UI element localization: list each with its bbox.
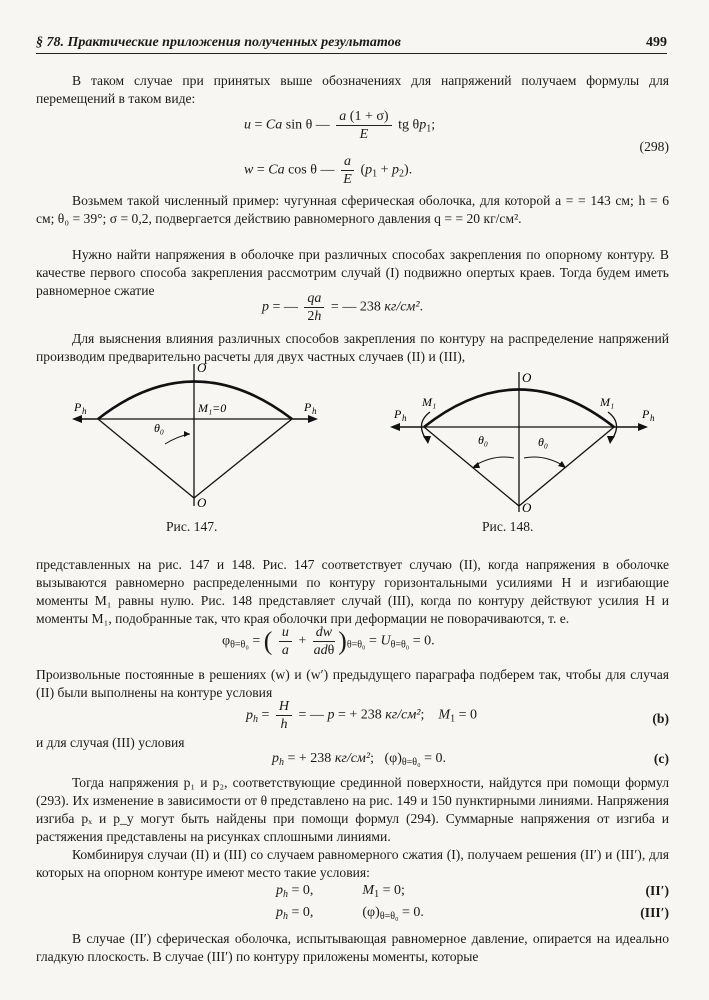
label-Ph-right-148: P bbox=[642, 407, 650, 421]
right-radius-148 bbox=[519, 427, 614, 506]
paragraph-1: В таком случае при принятых выше обозначениях для напряжений получаем формулы для перемещений в таком виде: bbox=[36, 73, 669, 106]
paragraph-6: Произвольные постоянные в решениях (w) и (w′) предыдущего параграфа подберем так, чтобы для случая (II) были выполнены на контуре условия bbox=[36, 667, 669, 700]
left-radius-148 bbox=[424, 427, 519, 506]
theta-arc-right-148 bbox=[524, 457, 564, 466]
paragraph-9: Комбинируя случаи (II) и (III) со случаем равномерного сжатия (I), получаем решения (II′) и (III′), для которых на опорном контуре имеют место такие условия: bbox=[36, 847, 669, 880]
label-O-bottom-147: O bbox=[197, 495, 207, 510]
theta-arrow-right-148 bbox=[558, 461, 566, 468]
page-number: 499 bbox=[646, 35, 667, 50]
equation-b: $p_h$ = $\frac{H}{h}$ = — p = + 238 кг/см²; $M_1 = 0$ bbox=[246, 699, 477, 732]
label-Ph-left-148: P bbox=[394, 407, 402, 421]
label-Ph-sub-left-147: h bbox=[82, 406, 87, 416]
running-header bbox=[36, 34, 667, 56]
label-M1-zero: M₁=0 bbox=[198, 401, 227, 415]
equation-phi: $\varphi_{\theta=\theta_0}$ = ( $\frac{u}{a}$ + $\frac{dw}{\text{adθ}}$ )$_{\theta=\theta_0} = U_{\theta=\theta_0} = 0$. bbox=[222, 625, 435, 658]
caption-147: Рис. 147. bbox=[166, 519, 218, 534]
label-O-bottom-148: O bbox=[522, 500, 532, 515]
left-radius-147 bbox=[98, 419, 194, 498]
label-Ph-left-147: P bbox=[74, 400, 82, 414]
moment-arrow-right-148 bbox=[607, 436, 615, 444]
ph-value-c: + 238 bbox=[298, 751, 332, 766]
p-value: — 238 bbox=[342, 299, 381, 315]
equation-c: $p_h$ = + 238 кг/см²; $(\varphi)_{\theta=\theta_0} = 0$. bbox=[272, 751, 446, 768]
label-O-top-148: O bbox=[522, 370, 532, 385]
label-M1-right-148: M₁ bbox=[600, 395, 615, 409]
caption-148: Рис. 148. bbox=[482, 519, 534, 534]
equation-number-III-prime: (III′) bbox=[640, 905, 669, 920]
label-theta0-right-148: θ₀ bbox=[538, 435, 549, 449]
equation-p: p = — $\frac{qa}{2h}$ = — 238 кг/см². bbox=[262, 291, 424, 324]
paragraph-8: Тогда напряжения p₁ и p₂, соответствующие срединной поверхности, найдутся при помощи формул (293). Их изменение в зависимости от θ представлено на рис. 149 и 150 пунктирными линиями. Напряжения изгиба pₓ и p_y могут быть найдены при помощи формул (294). Суммарные напряжения от изгиба и растяжения представлены на рисунках сплошными линиями. bbox=[36, 775, 669, 844]
label-O-top-147: O bbox=[197, 360, 207, 375]
header-rule bbox=[36, 53, 667, 54]
section-title: § 78. Практические приложения полученных результатов bbox=[36, 35, 401, 50]
unit-b: кг/см² bbox=[385, 707, 421, 723]
label-theta0-147: θ₀ bbox=[154, 421, 165, 435]
right-radius-147 bbox=[194, 419, 292, 498]
label-Ph-sub-right-147: h bbox=[312, 406, 317, 416]
paragraph-10: В случае (II′) сферическая оболочка, испытывающая равномерное давление, опирается на идеально гладкую плоскость. В случае (III′) по контуру приложены моменты, которые bbox=[36, 931, 669, 964]
arrow-right-148 bbox=[638, 423, 648, 431]
equation-number-b: (b) bbox=[652, 711, 669, 726]
paragraph-7: и для случая (III) условия bbox=[36, 735, 185, 750]
equation-number-298: (298) bbox=[639, 139, 669, 154]
paragraph-2: Возьмем такой численный пример: чугунная сферическая оболочка, для которой a = = 143 см; h = 6 см; θ₀ = 39°; σ = 0,2, подвергается действию равномерного давления q = = 20 кг/см². bbox=[36, 193, 669, 226]
paragraph-3: Нужно найти напряжения в оболочке при различных способах закрепления по опорному контуру. В качестве первого способа закрепления рассмотрим случай (I) подвижно опертых краев. Тогда будем иметь равномерное сжатие bbox=[36, 247, 669, 298]
theta-arc-left-148 bbox=[474, 457, 514, 466]
label-theta0-left-148: θ₀ bbox=[478, 433, 489, 447]
unit: кг/см² bbox=[384, 299, 420, 315]
paragraph-5: представленных на рис. 147 и 148. Рис. 147 соответствует случаю (II), когда напряжения в оболочке вызываются равномерно распределенными по контуру горизонтальными усилиями H и изгибающие моменты M₁ равны нулю. Рис. 148 представляет случай (III), когда по контуру действуют усилия H и моменты M₁, подобранные так, что края оболочки при деформации не поворачиваются, т. е. bbox=[36, 557, 669, 626]
equation-w: w = Ca cos θ — $\frac{a}{E}$ $(p_1 + p_2)$. bbox=[244, 154, 413, 187]
unit-c: кг/см² bbox=[334, 751, 371, 766]
label-Ph-right-147: P bbox=[304, 400, 312, 414]
equation-III-prime: $p_h = 0$, $(\varphi)_{\theta=\theta_0} = 0$. bbox=[276, 905, 424, 922]
theta-arrow-147 bbox=[184, 431, 190, 437]
label-M1-left-148: M₁ bbox=[422, 395, 437, 409]
ph-value-b: + 238 bbox=[349, 707, 382, 723]
arrow-left-148 bbox=[390, 423, 400, 431]
arrow-right-147 bbox=[308, 415, 318, 423]
equation-u: u = Ca sin θ — $\frac{a (1 + \sigma)}{E}$ tg $\theta p_1$; bbox=[244, 109, 436, 142]
paragraph-4: Для выяснения влияния различных способов закрепления по контуру на распределение напряжений производим предварительно расчеты для двух частных случаев (II) и (III), bbox=[36, 331, 669, 364]
label-Ph-sub-left-148: h bbox=[402, 413, 407, 423]
label-Ph-sub-right-148: h bbox=[650, 413, 655, 423]
figure-147 bbox=[70, 356, 320, 516]
equation-number-c: (c) bbox=[653, 751, 669, 766]
arrow-left-147 bbox=[72, 415, 82, 423]
moment-arrow-left-148 bbox=[423, 436, 431, 444]
equation-II-prime: $p_h = 0$, $M_1 = 0$; bbox=[276, 883, 405, 900]
shell-arc-147 bbox=[98, 382, 292, 420]
equation-number-II-prime: (II′) bbox=[645, 883, 669, 898]
figure-148 bbox=[386, 362, 666, 522]
